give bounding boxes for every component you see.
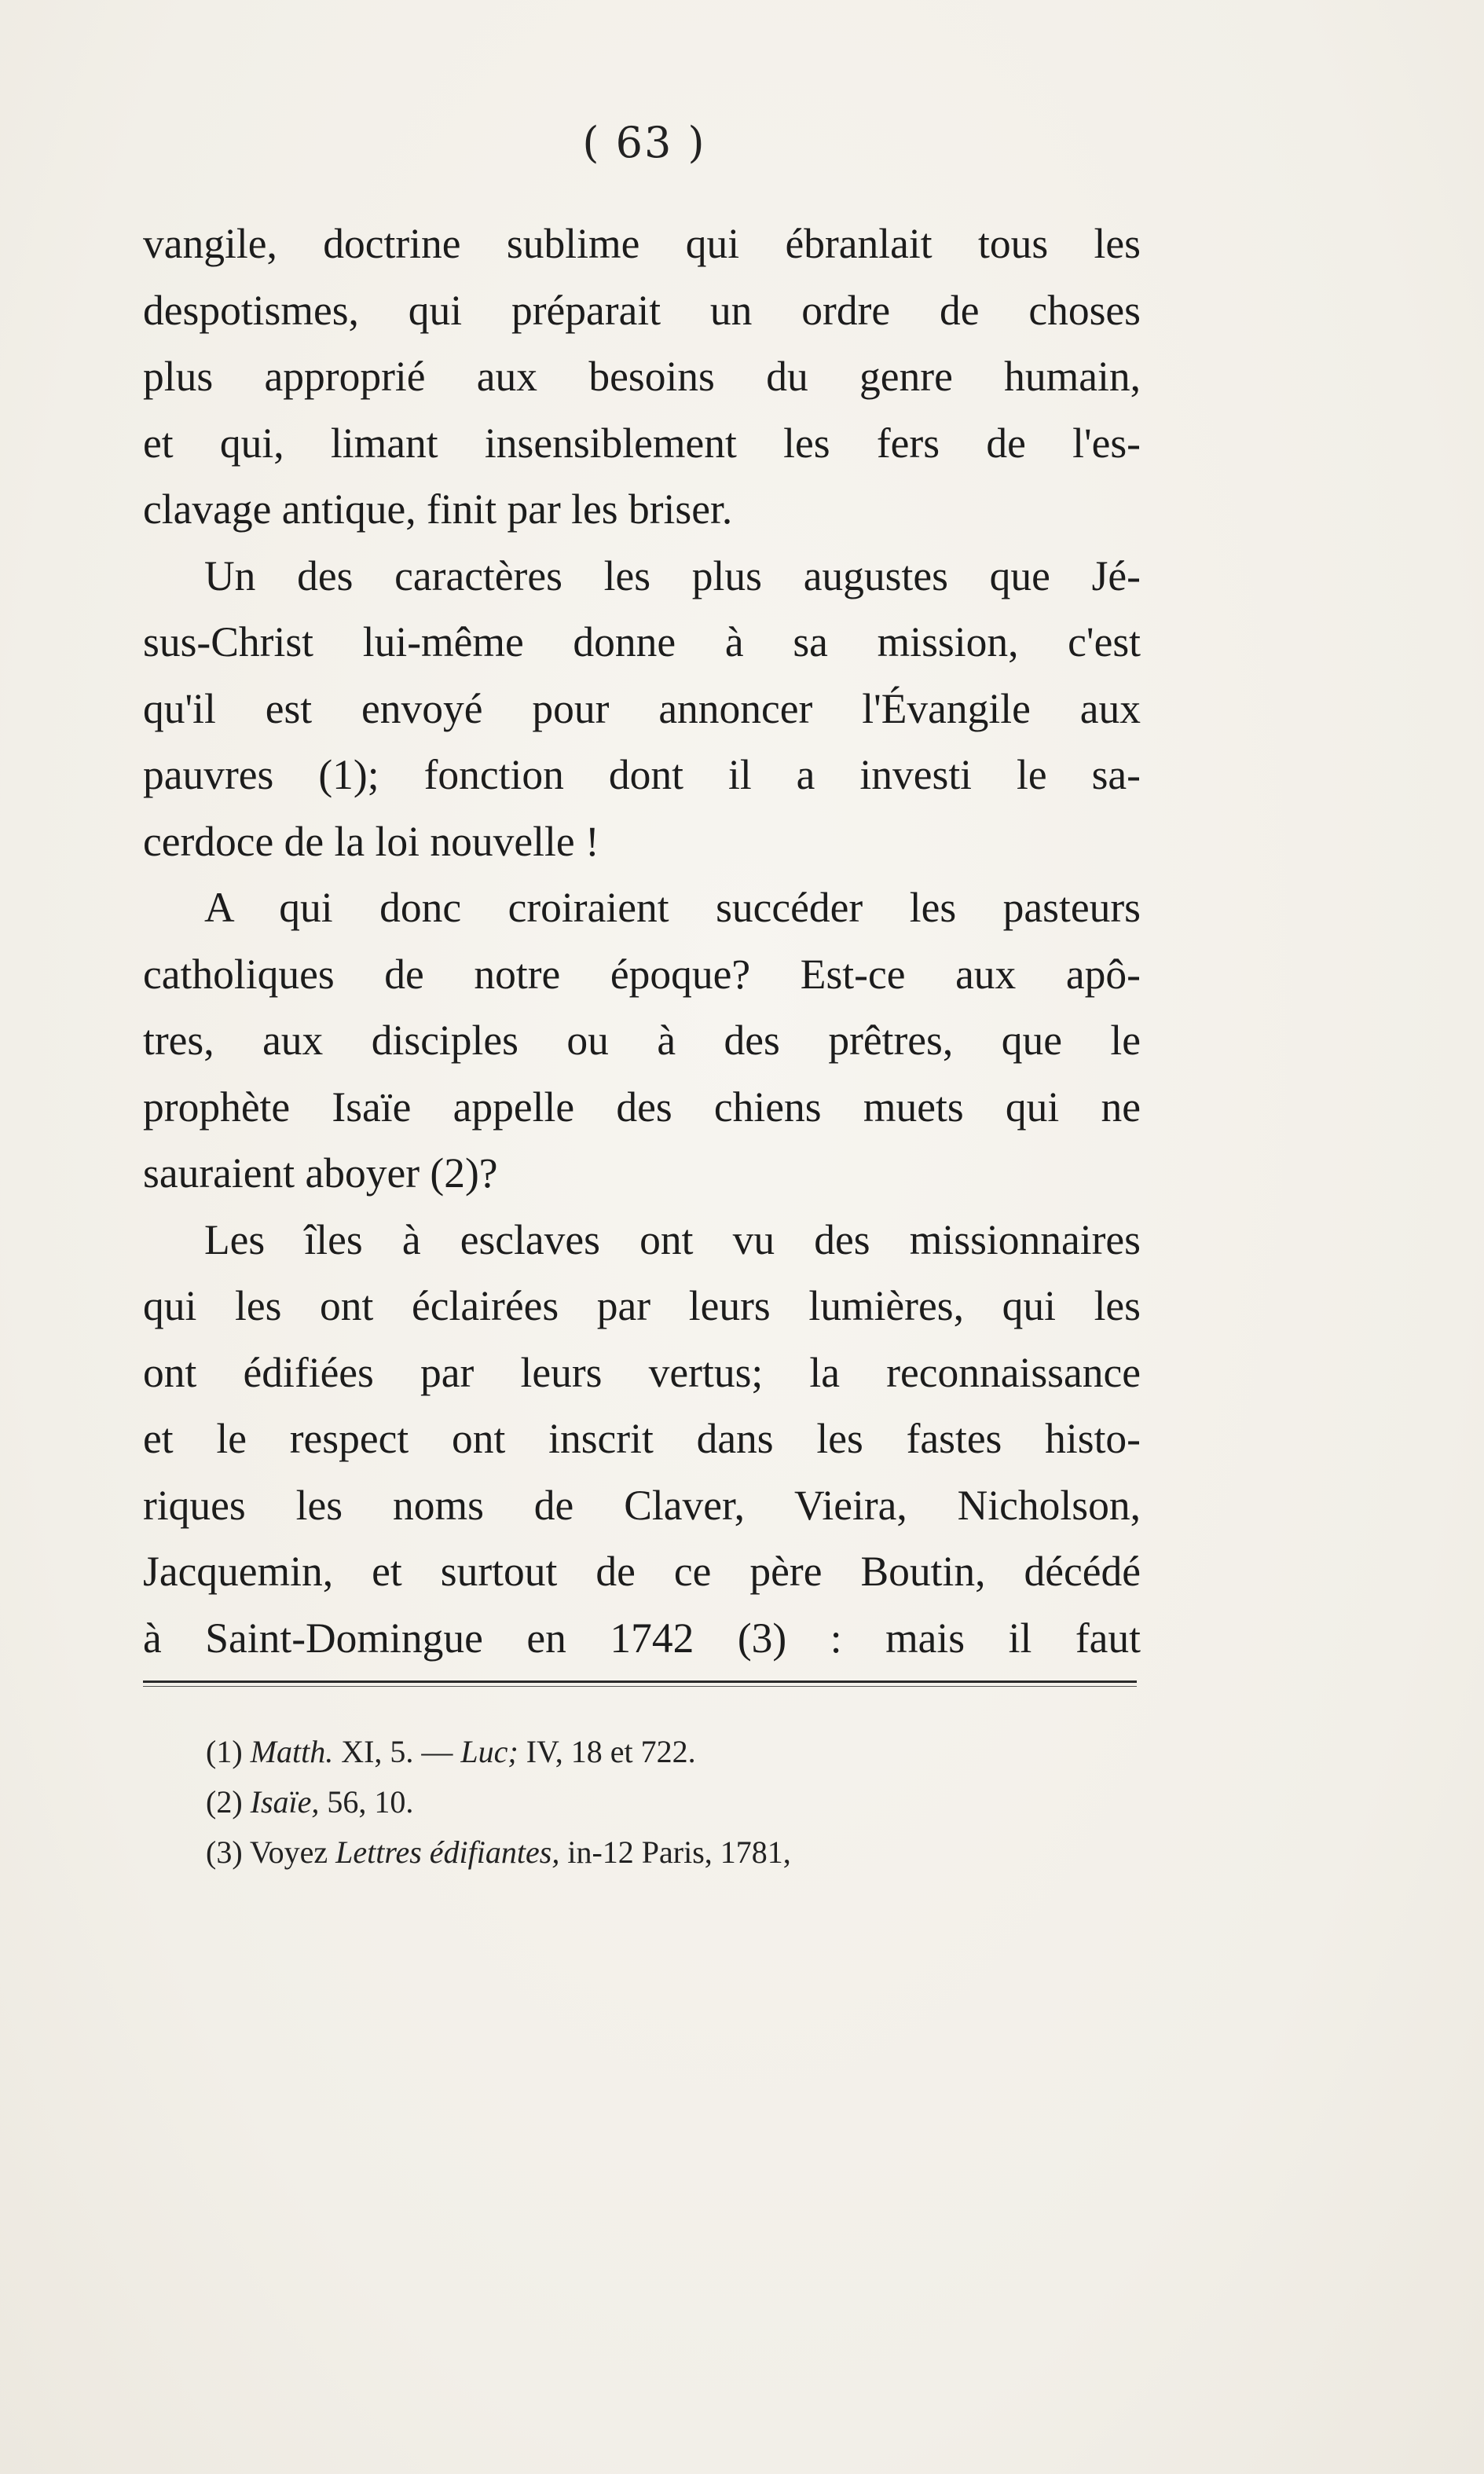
footnote-mark: (1) bbox=[206, 1734, 243, 1769]
text-line: et le respect ont inscrit dans les fastes histo- bbox=[143, 1415, 1141, 1462]
text-line: plus approprié aux besoins du genre humain, bbox=[143, 353, 1141, 400]
footnote-1 bbox=[206, 1727, 1149, 1777]
footnote-text: 56, 10. bbox=[327, 1784, 414, 1820]
footnote-text: in-12 Paris, 1781, bbox=[567, 1834, 791, 1870]
footnote-text: XI, 5. — bbox=[341, 1734, 453, 1769]
text-line: despotismes, qui préparait un ordre de choses bbox=[143, 286, 1141, 334]
footnote-reference: Matth. bbox=[250, 1734, 334, 1769]
text-line: riques les noms de Claver, Vieira, Nicholson, bbox=[143, 1481, 1141, 1529]
footnotes bbox=[206, 1727, 1149, 1878]
footnote-text: Voyez bbox=[249, 1834, 328, 1870]
text-line: catholiques de notre époque? Est-ce aux apô- bbox=[143, 950, 1141, 998]
footnote-text: IV, 18 et 722. bbox=[526, 1734, 696, 1769]
footnote-2 bbox=[206, 1777, 1149, 1827]
text-line: ont édifiées par leurs vertus; la reconnaissance bbox=[143, 1348, 1141, 1396]
text-line: qu'il est envoyé pour annoncer l'Évangile aux bbox=[143, 684, 1141, 732]
text-line: et qui, limant insensiblement les fers de l'es- bbox=[143, 419, 1141, 467]
text-line: Jacquemin, et surtout de ce père Boutin, décédé bbox=[143, 1548, 1141, 1595]
footnote-3 bbox=[206, 1827, 1149, 1878]
text-line: vangile, doctrine sublime qui ébranlait tous les bbox=[143, 220, 1141, 267]
text-line: clavage antique, finit par les briser. bbox=[143, 486, 733, 533]
page-number: ( 63 ) bbox=[582, 118, 706, 167]
footnote-rule-thin bbox=[143, 1686, 1137, 1687]
text-line: tres, aux disciples ou à des prêtres, que le bbox=[143, 1017, 1141, 1064]
body-text bbox=[143, 211, 1141, 1671]
text-line: sus-Christ lui-même donne à sa mission, c'est bbox=[143, 618, 1141, 665]
text-line: pauvres (1); fonction dont il a investi le sa- bbox=[143, 751, 1141, 798]
footnote-rule bbox=[143, 1680, 1137, 1683]
text-line: A qui donc croiraient succéder les pasteurs bbox=[204, 884, 1141, 931]
footnote-reference: Lettres édifiantes, bbox=[335, 1834, 560, 1870]
text-line: sauraient aboyer (2)? bbox=[143, 1149, 498, 1197]
footnote-reference: Luc; bbox=[460, 1734, 518, 1769]
text-line: prophète Isaïe appelle des chiens muets qui ne bbox=[143, 1083, 1141, 1131]
text-line: à Saint-Domingue en 1742 (3) : mais il faut bbox=[143, 1614, 1141, 1662]
text-line: Un des caractères les plus augustes que Jé- bbox=[204, 552, 1141, 599]
footnote-reference: Isaïe, bbox=[250, 1784, 320, 1820]
text-line: Les îles à esclaves ont vu des missionnaires bbox=[204, 1215, 1141, 1263]
footnote-mark: (2) bbox=[206, 1784, 243, 1820]
text-line: cerdoce de la loi nouvelle ! bbox=[143, 817, 599, 865]
footnote-mark: (3) bbox=[206, 1834, 243, 1870]
text-line: qui les ont éclairées par leurs lumières, qui les bbox=[143, 1282, 1141, 1329]
